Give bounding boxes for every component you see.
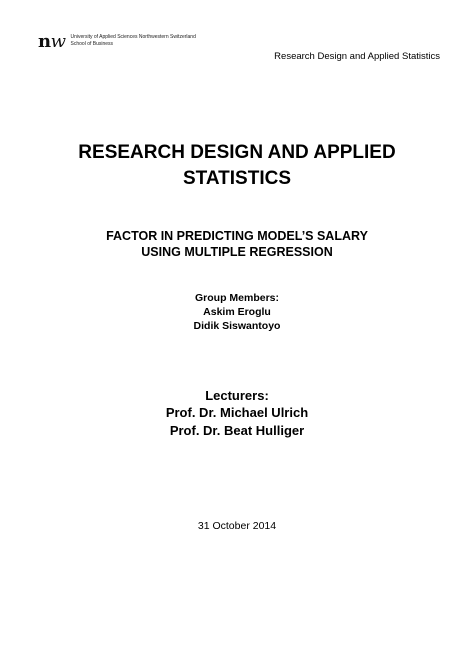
document-subtitle-line1: FACTOR IN PREDICTING MODEL’S SALARY — [106, 229, 368, 243]
logo-mark — [38, 33, 66, 51]
institution-name — [71, 33, 196, 48]
document-subtitle — [0, 228, 474, 260]
institution-name-line1: University of Applied Sciences Northwestern Switzerland — [70, 34, 196, 40]
logo-letter-n: n — [38, 31, 51, 52]
group-member: Askim Eroglu — [203, 306, 271, 318]
document-subtitle-line2: USING MULTIPLE REGRESSION — [141, 245, 333, 259]
lecturer-name: Prof. Dr. Beat Hulliger — [169, 423, 305, 438]
document-date: 31 October 2014 — [197, 520, 277, 532]
institution-name-line2: School of Business — [70, 41, 114, 47]
document-title-line2: STATISTICS — [182, 168, 292, 189]
group-member: Didik Siswantoyo — [193, 320, 281, 332]
group-members-heading: Group Members: — [194, 292, 279, 304]
university-logo — [38, 33, 196, 53]
lecturers-block — [0, 404, 474, 440]
document-title — [0, 140, 474, 192]
document-title-line1: RESEARCH DESIGN AND APPLIED — [78, 142, 396, 163]
logo-letter-w: w — [50, 31, 66, 52]
lecturer-name: Prof. Dr. Michael Ulrich — [165, 405, 309, 420]
running-header-title: Research Design and Applied Statistics — [274, 51, 440, 62]
lecturers-heading: Lecturers: — [205, 388, 269, 403]
group-members-block — [0, 291, 474, 333]
